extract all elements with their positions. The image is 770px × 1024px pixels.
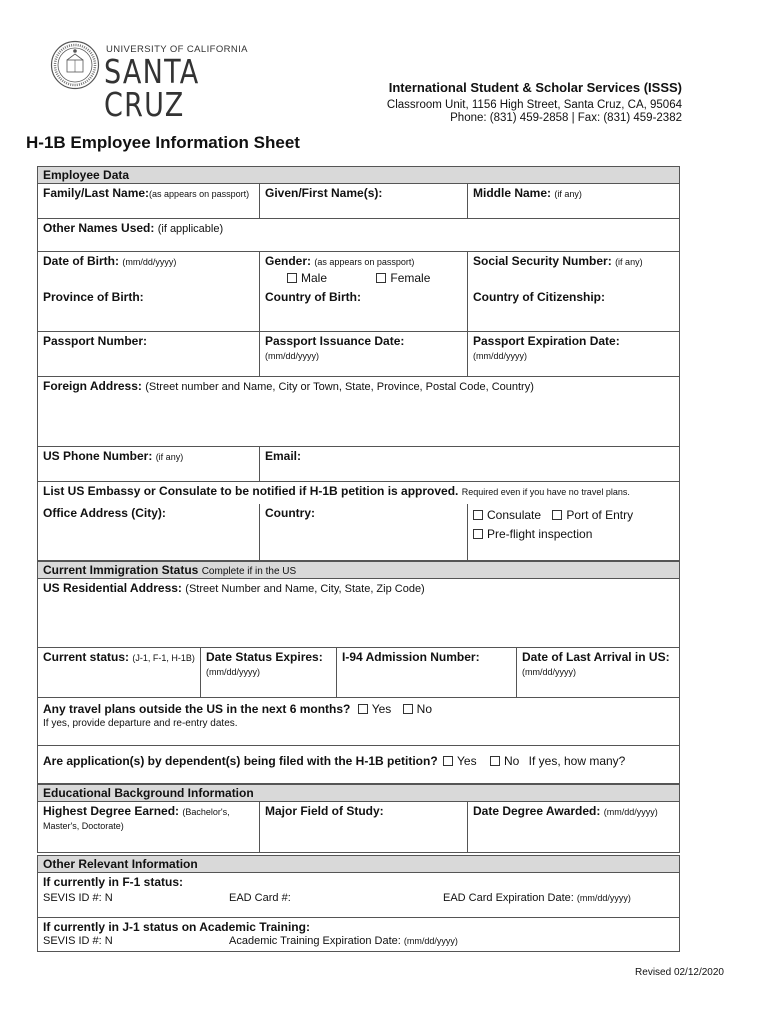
at-expiration-field[interactable]: Academic Training Expiration Date: (mm/dd/yyyy) (229, 935, 458, 947)
port-entry-checkbox[interactable] (552, 510, 562, 520)
travel-yes-checkbox[interactable] (358, 704, 368, 714)
passport-expiration-field[interactable]: Passport Expiration Date: (mm/dd/yyyy) (473, 334, 620, 361)
foreign-address-field[interactable]: Foreign Address: (Street number and Name, City or Town, State, Province, Postal Code, Country) (43, 379, 534, 393)
male-checkbox[interactable] (287, 273, 297, 283)
office-contact: Phone: (831) 459-2858 | Fax: (831) 459-2382 (450, 112, 682, 124)
preflight-checkbox[interactable] (473, 529, 483, 539)
office-title: International Student & Scholar Services (ISSS) (388, 80, 682, 95)
consulate-checkbox[interactable] (473, 510, 483, 520)
section-other: Other Relevant Information (37, 855, 680, 872)
office-country-field[interactable]: Country: (260, 504, 468, 560)
row-residential (37, 578, 680, 648)
port-entry-option[interactable]: Port of Entry (552, 508, 633, 522)
section-education: Educational Background Information (37, 784, 680, 801)
dependents-no-option[interactable]: No (490, 754, 519, 768)
row-dependents (37, 746, 680, 784)
row-contact (37, 447, 680, 482)
row-education (37, 801, 680, 853)
given-name-field[interactable]: Given/First Name(s): (260, 184, 468, 218)
section-employee-data: Employee Data (37, 166, 680, 183)
dependents-field: Are application(s) by dependent(s) being filed with the H-1B petition? Yes No If yes, how many? (43, 754, 626, 768)
office-address: Classroom Unit, 1156 High Street, Santa Cruz, CA, 95064 (386, 99, 682, 111)
row-office (37, 504, 680, 561)
province-birth-field[interactable]: Province of Birth: (38, 288, 260, 331)
travel-plans-field: Any travel plans outside the US in the next 6 months? Yes No If yes, provide departure and re-entry dates. (38, 698, 679, 745)
dependents-yes-option[interactable]: Yes (443, 754, 477, 768)
email-field[interactable]: Email: (265, 449, 302, 463)
us-phone-field[interactable]: US Phone Number: (if any) (38, 447, 260, 481)
status-expires-field[interactable]: Date Status Expires: (mm/dd/yyyy) (201, 648, 337, 697)
document-title: H-1B Employee Information Sheet (26, 133, 300, 152)
passport-number-field[interactable]: Passport Number: (38, 332, 260, 376)
j1-sevis-field[interactable]: SEVIS ID #: N (43, 935, 113, 947)
female-option[interactable]: Female (376, 271, 430, 285)
travel-note: If yes, provide departure and re-entry dates. (43, 718, 238, 729)
row-names (37, 183, 680, 219)
dob-field[interactable]: Date of Birth: (mm/dd/yyyy) (38, 252, 260, 288)
row-j1 (37, 918, 680, 952)
row-status (37, 648, 680, 698)
preflight-option[interactable]: Pre-flight inspection (473, 527, 592, 541)
travel-no-checkbox[interactable] (403, 704, 413, 714)
female-checkbox[interactable] (376, 273, 386, 283)
residential-address-field[interactable]: US Residential Address: (Street Number and Name, City, State, Zip Code) (43, 581, 425, 595)
row-embassy (37, 482, 680, 504)
gender-field: Gender: (as appears on passport) Male Female (260, 252, 468, 288)
f1-sevis-field[interactable]: SEVIS ID #: N (43, 892, 113, 904)
row-birth-gender (37, 252, 680, 288)
ucsc-logo (50, 40, 250, 124)
j1-status-field: If currently in J-1 status on Academic Training: SEVIS ID #: N Academic Training Expiration Date: (mm/dd/yyyy) (43, 920, 458, 947)
university-name: UNIVERSITY OF CALIFORNIA (106, 44, 248, 55)
family-name-field[interactable]: Family/Last Name:(as appears on passport) (38, 184, 260, 218)
ssn-field[interactable]: Social Security Number: (if any) (473, 254, 643, 268)
row-travel (37, 698, 680, 746)
campus-name: SANTA CRUZ (104, 52, 200, 124)
ead-expiration-field[interactable]: EAD Card Expiration Date: (mm/dd/yyyy) (443, 892, 631, 904)
i94-field[interactable]: I-94 Admission Number: (337, 648, 517, 697)
consulate-option[interactable]: Consulate (473, 508, 541, 522)
travel-no-option[interactable]: No (403, 702, 432, 716)
middle-name-field[interactable]: Middle Name: (if any) (473, 186, 582, 200)
major-field[interactable]: Major Field of Study: (260, 802, 468, 852)
passport-issuance-field[interactable]: Passport Issuance Date: (mm/dd/yyyy) (260, 332, 468, 376)
other-names-field[interactable]: Other Names Used: (if applicable) (43, 221, 224, 235)
male-option[interactable]: Male (287, 271, 327, 285)
highest-degree-field[interactable]: Highest Degree Earned: (Bachelor's, Master's, Doctorate) (38, 802, 260, 852)
embassy-heading: List US Embassy or Consulate to be notified if H-1B petition is approved. Required even if you have no travel plans. (43, 484, 630, 498)
date-awarded-field[interactable]: Date Degree Awarded: (mm/dd/yyyy) (473, 804, 658, 818)
country-birth-field[interactable]: Country of Birth: (260, 288, 468, 331)
current-status-field[interactable]: Current status: (J-1, F-1, H-1B) (38, 648, 201, 697)
last-arrival-field[interactable]: Date of Last Arrival in US: (mm/dd/yyyy) (522, 650, 670, 677)
travel-yes-option[interactable]: Yes (358, 702, 392, 716)
row-birth-place (37, 288, 680, 332)
row-foreign-address (37, 377, 680, 447)
dependents-no-checkbox[interactable] (490, 756, 500, 766)
country-citizenship-field[interactable]: Country of Citizenship: (473, 290, 605, 304)
office-info (387, 80, 682, 124)
how-many-label: If yes, how many? (528, 754, 626, 768)
row-passport (37, 332, 680, 377)
ead-card-field[interactable]: EAD Card #: (229, 892, 291, 904)
revision-date: Revised 02/12/2020 (635, 967, 724, 978)
section-immigration: Current Immigration Status Complete if in the US (37, 561, 680, 578)
f1-status-field: If currently in F-1 status: SEVIS ID #: N EAD Card #: EAD Card Expiration Date: (mm/dd/yyyy) (43, 875, 631, 904)
form (37, 166, 680, 952)
dependents-yes-checkbox[interactable] (443, 756, 453, 766)
office-city-field[interactable]: Office Address (City): (38, 504, 260, 560)
university-seal-icon (50, 40, 100, 90)
entry-type-options (468, 504, 679, 560)
row-other-names (37, 219, 680, 252)
row-f1 (37, 872, 680, 918)
